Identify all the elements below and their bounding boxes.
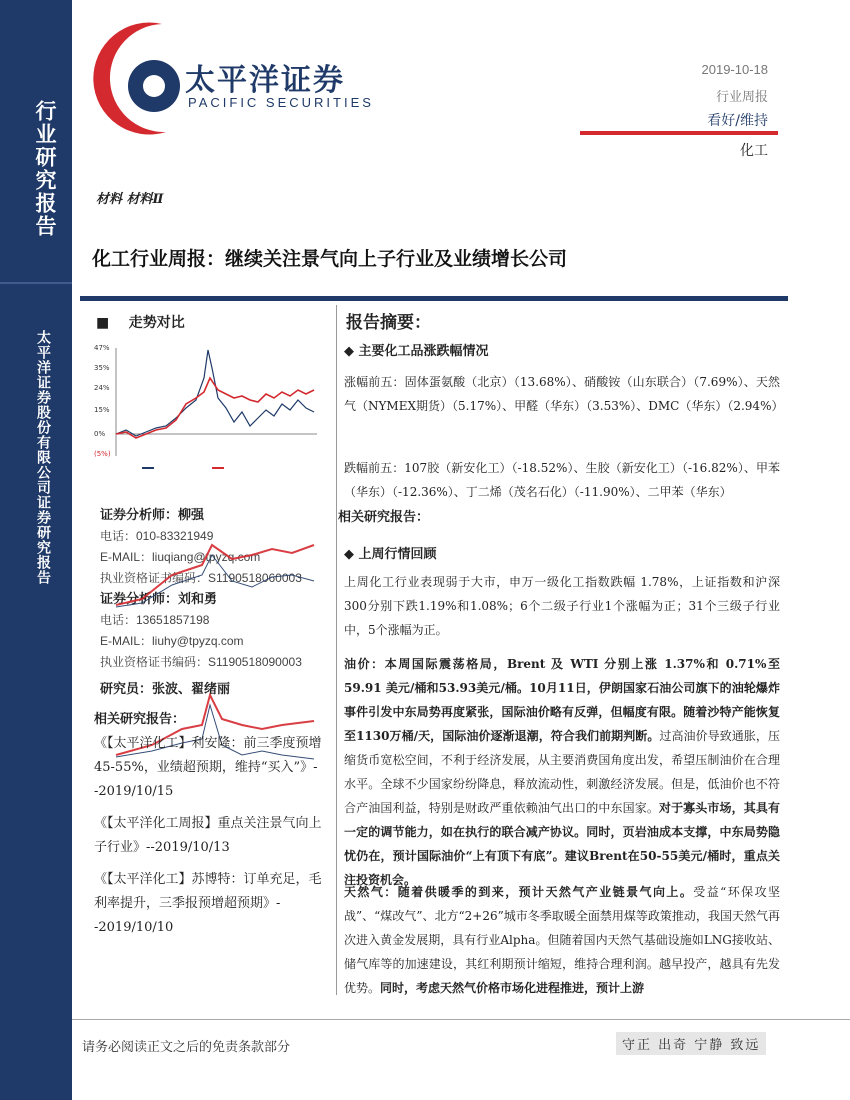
footer-disclaimer: 请务必阅读正文之后的免责条款部分 — [82, 1040, 291, 1055]
gas-bold-text-2: 同时，考虑天然气价格市场化进程推进，预计上游 — [380, 981, 645, 995]
oil-bold-text-2: 对于寡头市场，其具有一定的调节能力，如在执行的联合减产协议。同时，页岩油成本支撑，中东局势隐忧仍在，预计国际油价“上有顶下有底”。建议Brent在50-55美元/桶时，重点关注投资机会。 — [344, 801, 780, 887]
related-report-item[interactable]: 《【太平洋化工】利安隆：前三季度预增45-55%，业绩超预期，维持“买入”》--2019/10/15 — [94, 736, 322, 799]
industry: 化工 — [740, 143, 768, 159]
analyst1-email[interactable]: E-MAIL：liuqiang@tpyzq.com — [100, 550, 261, 564]
tick-label: 47% — [94, 344, 110, 352]
column-divider — [336, 305, 337, 995]
gainers-paragraph: 涨幅前五：固体蛋氨酸（北京）（13.68%）、硝酸铵（山东联合）（7.69%）、天然气（NYMEX期货）（5.17%）、甲醛（华东）（3.53%）、DMC（华东）（2.94%） — [344, 375, 784, 413]
analyst2-cert: 执业资格证书编码：S1190518090003 — [100, 655, 302, 669]
rating: 看好/维持 — [707, 113, 768, 129]
logo-chinese-name: 太平洋证券 — [185, 63, 345, 98]
gas-normal-text: 受益“环保攻坚战”、“煤改气”、北方“2+26”城市冬季取暖全面禁用煤等政策推动，我国天然气再次进入黄金发展期，具有行业Alpha。但随着国内天然气基础设施如LNG接收站、储气库等的加速建设，其红利期预计缩短，维持合理利润。越早投产，越具有先发优势。 — [344, 885, 780, 995]
related-head: 相关研究报告： — [94, 712, 186, 727]
tick-label: 0% — [94, 430, 106, 438]
analyst1-phone: 电话：010-83321949 — [100, 529, 214, 543]
sidebar-divider — [0, 282, 72, 284]
page-title: 化工行业周报：继续关注景气向上子行业及业绩增长公司 — [92, 248, 568, 270]
category: 材料 材料Ⅱ — [96, 192, 164, 207]
analyst2-email[interactable]: E-MAIL：liuhy@tpyzq.com — [100, 634, 244, 648]
logo-mark-icon — [92, 18, 188, 138]
related-report-item[interactable]: 《【太平洋化工周报】重点关注景气向上子行业》--2019/10/13 — [94, 816, 322, 855]
oil-normal-text: 过高油价导致通胀，压缩货币宽松空间，不利于经济发展，从主要消费国角度出发，希望压制油价在合理水平。全球不少国家纷纷降息，释放流动性，刺激经济发展。但是，低油价也不符合产油国利益，特别是财政严重依赖油气出口的中东国家。 — [344, 729, 780, 815]
footer-rule — [72, 1019, 850, 1020]
tick-label: (5%) — [94, 450, 111, 458]
tick-label: 15% — [94, 406, 110, 414]
trend-heading: ■ 走势对比 — [96, 315, 185, 331]
series-line-index — [116, 378, 314, 438]
sidebar-company: 太平洋证券股份有限公司证券研究报告 — [35, 330, 51, 585]
report-type: 行业周报 — [715, 90, 768, 105]
title-rule — [80, 296, 788, 301]
rating-underline — [580, 131, 778, 135]
related-report-item[interactable]: 《【太平洋化工】苏博特：订单充足，毛利率提升，三季报预增超预期》--2019/10/10 — [94, 872, 322, 935]
researchers: 研究员：张波、翟绪丽 — [100, 682, 231, 697]
analyst2-phone: 电话：13651857198 — [100, 613, 210, 627]
gas-paragraph — [344, 880, 780, 1000]
ghost-chart-1 — [92, 525, 322, 625]
market-review-paragraph: 上周化工行业表现弱于大市，申万一级化工指数跌幅 1.78%，上证指数和沪深300分别下跌1.19%和1.08%；6个二级子行业1个涨幅为正；31个三级子行业中，5个涨幅为正。 — [344, 575, 780, 637]
section-heading-prices: ◆ 主要化工品涨跌幅情况 — [344, 344, 489, 359]
analyst1-name: 证券分析师：柳强 — [100, 508, 205, 523]
section-heading-review: ◆ 上周行情回顾 — [344, 547, 437, 562]
related-reports-right-head: 相关研究报告： — [338, 510, 430, 525]
report-date: 2019-10-18 — [701, 62, 768, 77]
related-reports-left — [94, 708, 324, 948]
oil-bold-text: 油价：本周国际震荡格局，Brent 及 WTI 分别上涨 1.37%和 0.71%至 59.91 美元/桶和53.93美元/桶。10月11日，伊朗国家石油公司旗下的油轮爆炸事件引发中东局势再度紧张，国际油价略有反弹，但幅度有限。随着沙特产能恢复至1130万桶/天，国际油价逐渐退潮，符合我们前期判断。 — [344, 657, 780, 743]
sidebar-title: 行业研究报告 — [33, 100, 58, 238]
tick-label: 35% — [94, 364, 110, 372]
tick-label: 24% — [94, 384, 110, 392]
footer-motto: 守正 出奇 宁静 致远 — [616, 1032, 766, 1055]
analyst1-cert: 执业资格证书编码：S1190518060003 — [100, 571, 302, 585]
analyst2-name: 证券分析师：刘和勇 — [100, 592, 218, 607]
gas-bold-text: 天然气：随着供暖季的到来，预计天然气产业链景气向上。 — [344, 885, 694, 899]
oil-paragraph — [344, 652, 780, 892]
summary-heading: 报告摘要： — [346, 313, 431, 333]
logo-english-name: PACIFIC SECURITIES — [188, 95, 374, 110]
losers-paragraph: 跌幅前五：107胶（新安化工）（-18.52%）、生胶（新安化工）（-16.82%）、甲苯（华东）（-12.36%）、丁二烯（茂名石化）（-11.90%）、二甲苯（华东） — [344, 461, 780, 499]
trend-chart — [92, 338, 322, 498]
